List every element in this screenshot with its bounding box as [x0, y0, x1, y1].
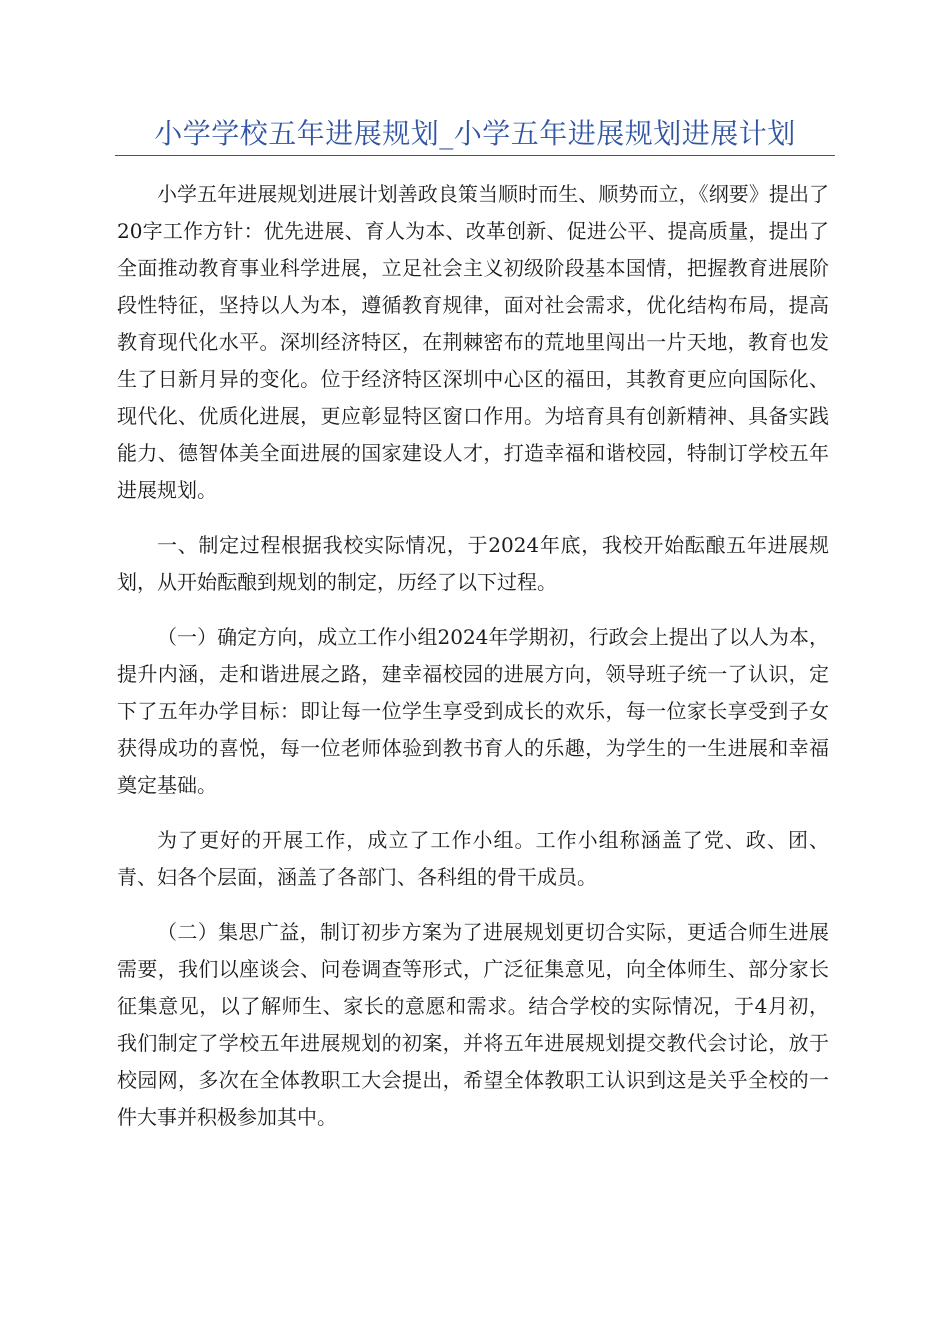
paragraph-subsection-1: （一）确定方向，成立工作小组2024年学期初，行政会上提出了以人为本，提升内涵，走和谐进展之路，建幸福校园的进展方向，领导班子统一了认识，定下了五年办学目标：即让每一位学生享受到成长的欢乐，每一位家长享受到子女获得成功的喜悦，每一位老师体验到教书育人的乐趣，为学生的一生进展和幸福奠定基础。: [117, 625, 829, 797]
title-underline: [115, 155, 835, 156]
document-title: 小学学校五年进展规划_小学五年进展规划进展计划: [154, 117, 796, 150]
paragraph-intro: 小学五年进展规划进展计划善政良策当顺时而生、顺势而立，《纲要》提出了20字工作方针：优先进展、育人为本、改革创新、促进公平、提高质量，提出了全面推动教育事业科学进展，立足社会主义初级阶段基本国情，把握教育进展阶段性特征，坚持以人为本，遵循教育规律，面对社会需求，优化结构布局，提高教育现代化水平。深圳经济特区，在荆棘密布的荒地里闯出一片天地，教育也发生了日新月异的变化。位于经济特区深圳中心区的福田，其教育更应向国际化、现代化、优质化进展，更应彰显特区窗口作用。为培育具有创新精神、具备实践能力、德智体美全面进展的国家建设人才，打造幸福和谐校园，特制订学校五年进展规划。: [117, 182, 829, 502]
paragraph-section-1: 一、制定过程根据我校实际情况，于2024年底，我校开始酝酿五年进展规划，从开始酝酿到规划的制定，历经了以下过程。: [117, 533, 829, 594]
paragraph-working-group: 为了更好的开展工作，成立了工作小组。工作小组称涵盖了党、政、团、青、妇各个层面，涵盖了各部门、各科组的骨干成员。: [117, 828, 829, 889]
paragraph-subsection-2: （二）集思广益，制订初步方案为了进展规划更切合实际，更适合师生进展需要，我们以座谈会、问卷调查等形式，广泛征集意见，向全体师生、部分家长征集意见，以了解师生、家长的意愿和需求。结合学校的实际情况，于4月初，我们制定了学校五年进展规划的初案，并将五年进展规划提交教代会讨论，放于校园网，多次在全体教职工大会提出，希望全体教职工认识到这是关乎全校的一件大事并积极参加其中。: [117, 920, 829, 1129]
document-body: [117, 176, 829, 1154]
